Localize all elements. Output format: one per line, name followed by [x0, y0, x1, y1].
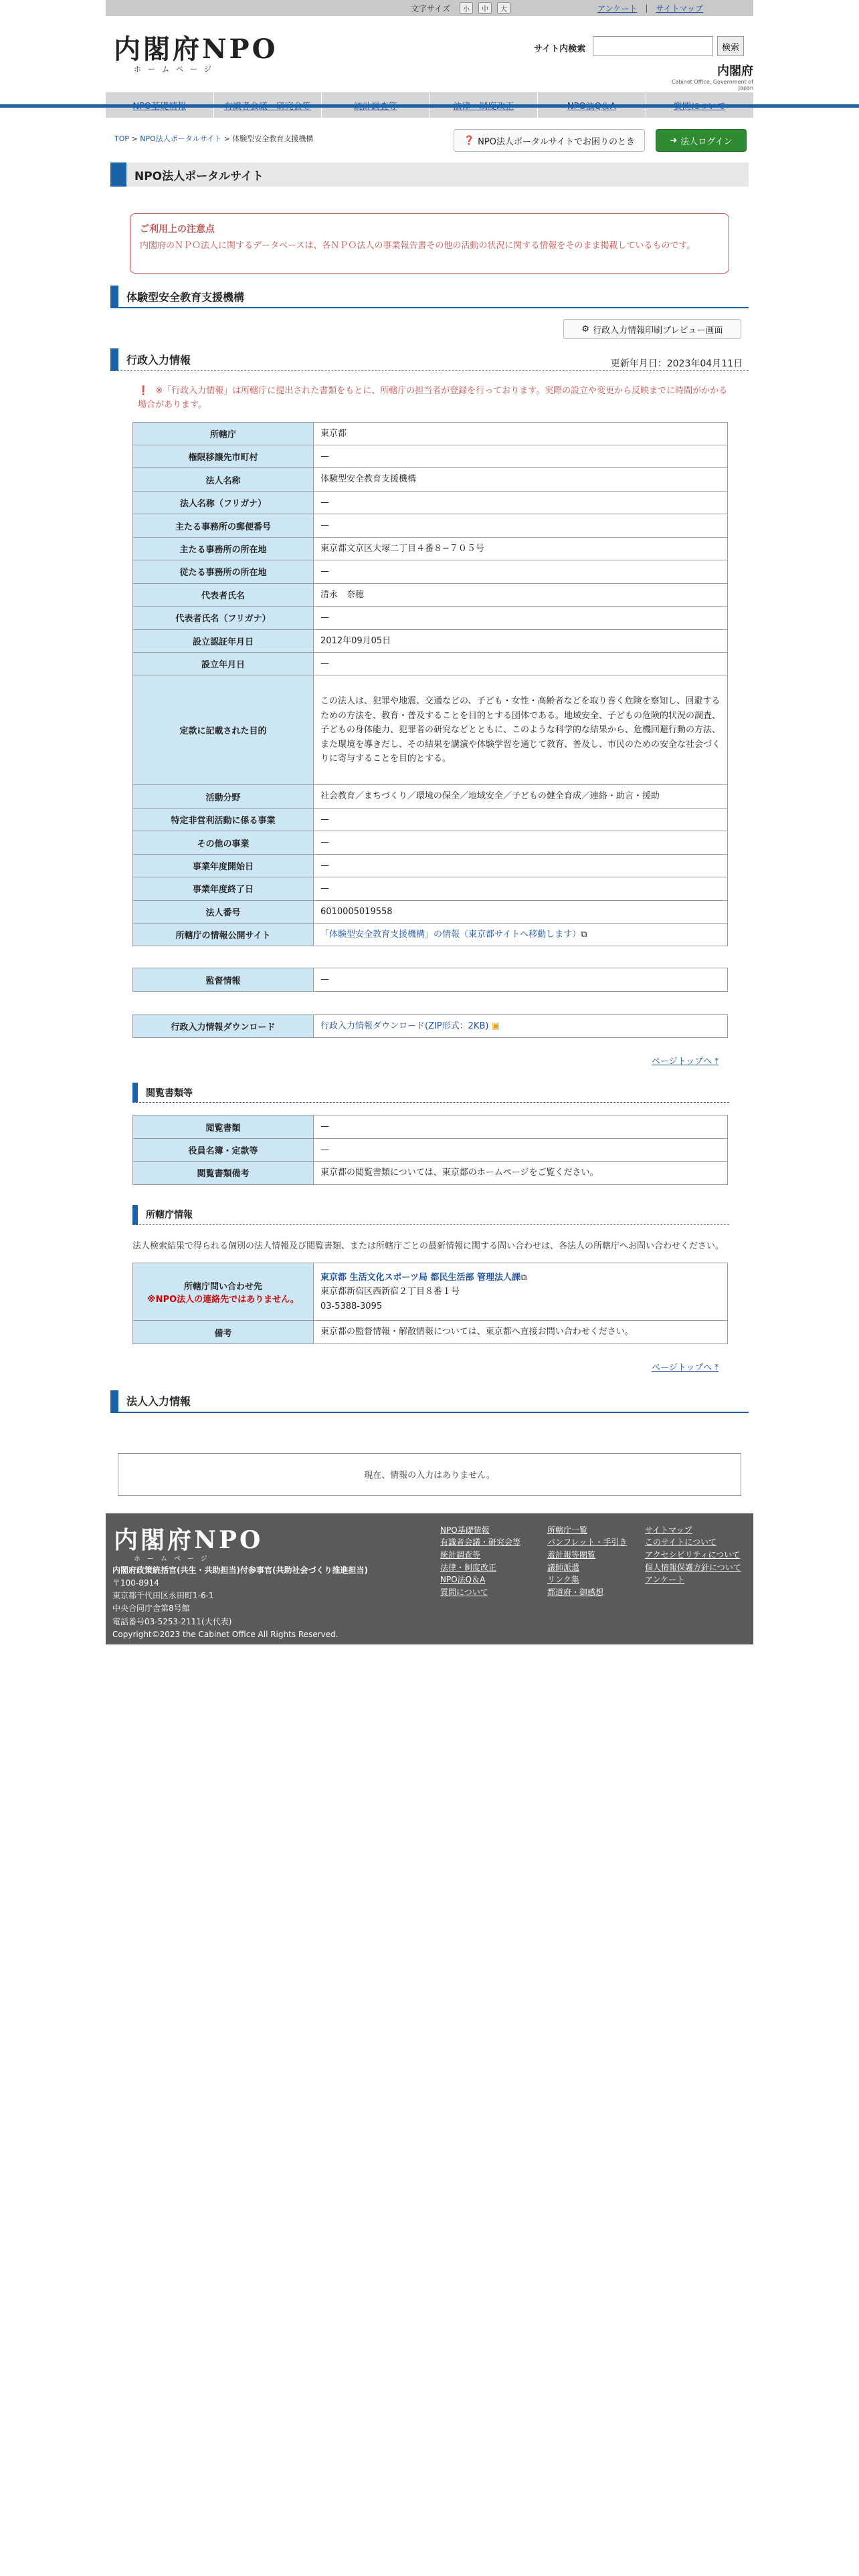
question-circle-icon: ❓ [463, 135, 475, 146]
search-label: サイト内検索 [534, 44, 586, 54]
row-label: 主たる事務所の所在地 [133, 537, 314, 560]
table-row [133, 514, 728, 537]
row-label: 設立年月日 [133, 652, 314, 675]
row-label: 法人名称（フリガナ） [133, 491, 314, 514]
footer-postal: 〒100-8914 [112, 1578, 159, 1588]
breadcrumb [114, 133, 313, 144]
row-value: — [314, 560, 728, 583]
corp-name-heading: 体験型安全教育支援機構 [110, 286, 749, 308]
row-value: — [314, 831, 728, 854]
search-input[interactable] [593, 36, 713, 56]
table-row [133, 831, 728, 854]
footer-copyright: Copyright©2023 the Cabinet Office All Rights Reserved. [112, 1629, 339, 1639]
row-value: 東京都の監督情報・解散情報については、東京都へ直接お問い合わせください。 [314, 1321, 728, 1344]
sitemap-link[interactable]: サイトマップ [656, 3, 704, 13]
usage-notice [130, 213, 729, 274]
admin-info-heading: 行政入力情報 [110, 348, 749, 371]
cabinet-logo-en: Cabinet Office, Government of Japan [671, 79, 753, 91]
row-label: 行政入力情報ダウンロード [133, 1014, 314, 1037]
page-top-label: ページトップへ [652, 1057, 712, 1067]
footer-link[interactable]: 統計調査等 [440, 1550, 481, 1560]
office-heading: 所轄庁情報 [132, 1205, 729, 1225]
footer-address: 東京都千代田区永田町1-6-1 [112, 1591, 214, 1601]
row-label: 定款に記載された目的 [133, 675, 314, 785]
row-value: — [314, 652, 728, 675]
row-label: 法人番号 [133, 900, 314, 923]
table-row [133, 607, 728, 629]
docs-table [132, 1115, 728, 1184]
logo-subtitle: ホームページ [134, 65, 218, 74]
footer-link[interactable]: このサイトについて [645, 1537, 717, 1547]
contact-note: ※NPO法人の連絡先ではありません。 [147, 1294, 299, 1305]
contact-label: 所轄庁問い合わせ先 [183, 1281, 262, 1292]
row-label: 閲覧書類 [133, 1115, 314, 1138]
breadcrumb-sep: > [129, 134, 140, 143]
corp-input-heading: 法人入力情報 [110, 1390, 749, 1413]
row-label: 代表者氏名（フリガナ） [133, 607, 314, 629]
corp-input-empty-message: 現在、情報の入力はありません。 [118, 1453, 741, 1496]
row-value: — [314, 1115, 728, 1138]
footer-link[interactable]: 質問について [440, 1587, 488, 1597]
admin-info-table [132, 422, 728, 947]
utility-bar [106, 0, 753, 16]
row-label: 設立認証年月日 [133, 629, 314, 652]
notice-title: ご利用上の注意点 [140, 224, 215, 235]
arrow-up-icon: ⤒ [714, 1057, 719, 1067]
footer-logo-title: 内閣府NPO [114, 1525, 264, 1554]
office-address: 東京都新宿区西新宿２丁目８番１号 [320, 1287, 460, 1297]
row-label: 活動分野 [133, 785, 314, 808]
table-row [133, 877, 728, 900]
office-phone: 03-5388-3095 [320, 1301, 383, 1311]
corp-login-button[interactable] [656, 129, 747, 152]
row-value: この法人は、犯罪や地震、交通などの、子ども・女性・高齢者などを取り巻く危険を察知し、回避するための方法を、教育・普及することを目的とする団体である。地域安全、子どもの危険的状況の調査、子どもの身体能力、犯罪者の研究などとともに、このような科学的な結果から、危機回避行動の方法、また環境を導きだし、その結果を講演や体験学習を通じて教育、普及し、市民のための安全な社会づくりに寄与することを目的とする。 [314, 675, 728, 785]
row-value: 東京都文京区大塚二丁目４番８−７０５号 [314, 537, 728, 560]
page-top-link[interactable] [106, 1054, 719, 1067]
row-label: 役員名簿・定款等 [133, 1138, 314, 1161]
row-label: 閲覧書類備考 [133, 1162, 314, 1184]
admin-info-heading-row [106, 348, 753, 371]
supervision-table [132, 968, 728, 991]
footer-link[interactable]: 所轄庁一覧 [547, 1525, 588, 1535]
download-zip-link[interactable]: 行政入力情報ダウンロード(ZIP形式：2KB) [320, 1021, 489, 1031]
row-value: — [314, 968, 728, 991]
footer-phone: 電話番号03-5253-2111(大代表) [112, 1616, 232, 1626]
search-button[interactable]: 検索 [717, 36, 744, 56]
row-value: 東京都 [314, 422, 728, 445]
cabinet-office-logo[interactable] [656, 62, 753, 91]
row-value: — [314, 607, 728, 629]
print-preview-button[interactable] [563, 319, 741, 339]
cabinet-logo-text: 内閣府 [717, 64, 753, 78]
footer-address-block [112, 1564, 368, 1641]
table-row [133, 900, 728, 923]
disclosure-site-link[interactable]: 「体験型安全教育支援機構」の情報（東京都サイトへ移動します） [320, 930, 581, 940]
table-row [133, 445, 728, 468]
table-row [133, 675, 728, 785]
breadcrumb-portal[interactable]: NPO法人ポータルサイト [140, 134, 221, 143]
footer-logo[interactable] [114, 1521, 263, 1563]
row-label: 監督情報 [133, 968, 314, 991]
row-label [133, 1263, 314, 1321]
footer-logo-subtitle: ホームページ [134, 1555, 214, 1563]
row-label: 従たる事務所の所在地 [133, 560, 314, 583]
row-label: 事業年度開始日 [133, 854, 314, 877]
table-row [133, 1138, 728, 1161]
table-row [133, 491, 728, 514]
footer-link[interactable]: アンケート [645, 1575, 685, 1585]
breadcrumb-top[interactable]: TOP [114, 134, 130, 143]
external-link-icon: ⧉ [520, 1272, 527, 1283]
notice-body: 内閣府のＮＰＯ法人に関するデータベースは、各ＮＰＯ法人の事業報告書その他の活動の状況に関する情報をそのまま掲載しているものです。 [140, 241, 696, 251]
table-row [133, 1014, 728, 1037]
table-row [133, 968, 728, 991]
font-size-label: 文字サイズ [411, 3, 451, 13]
font-size-large-button[interactable]: 大 [497, 2, 510, 14]
footer-link[interactable]: 有識者会議・研究会等 [440, 1537, 521, 1547]
table-row [133, 1162, 728, 1184]
footer-link[interactable]: 蓋計報等閲覧 [547, 1550, 596, 1560]
footer-link[interactable]: 議師派遣 [547, 1562, 580, 1572]
print-preview-label: 行政入力情報印刷プレビュー画面 [593, 325, 723, 336]
gear-icon: ⚙ [581, 324, 590, 334]
logo-title: 内閣府NPO [114, 33, 278, 65]
corp-login-label: 法人ログイン [680, 136, 733, 147]
arrow-up-icon: ⤒ [714, 1362, 719, 1373]
footer-links-col3 [645, 1524, 741, 1586]
row-value: 2012年09月05日 [314, 629, 728, 652]
admin-info-note [138, 385, 731, 413]
row-label: 主たる事務所の郵便番号 [133, 514, 314, 537]
zip-file-icon: ▣ [491, 1021, 500, 1031]
font-size-small-button[interactable]: 小 [460, 2, 473, 14]
nav-underline [0, 104, 859, 108]
office-table [132, 1263, 728, 1344]
row-label: その他の事業 [133, 831, 314, 854]
survey-link[interactable]: アンケート [597, 3, 638, 13]
table-row [133, 808, 728, 831]
footer-link[interactable]: 都道府・御感想 [547, 1587, 604, 1597]
footer-link[interactable]: NPO法Q＆A [440, 1575, 486, 1585]
download-table [132, 1014, 728, 1038]
admin-note-text: ※「行政入力情報」は所轄庁に提出された書類をもとに、所轄庁の担当者が登録を行っております。実際の設立や変更から反映までに時間がかかる場合があります。 [138, 386, 728, 410]
login-icon: ➜ [670, 135, 678, 146]
row-value: — [314, 491, 728, 514]
footer-link[interactable]: 法律・制度改正 [440, 1562, 497, 1572]
site-footer [106, 1513, 753, 1644]
table-row [133, 924, 728, 946]
help-inquiry-button[interactable] [454, 129, 645, 152]
footer-link[interactable]: 個人情報保護方針について [645, 1562, 741, 1572]
office-intro: 法人検索結果で得られる個別の法人情報及び閲覧書類、または所轄庁ごとの最新情報に関する問い合わせは、各法人の所轄庁へお問い合わせください。 [132, 1241, 725, 1251]
row-value: 清永 奈穂 [314, 583, 728, 606]
breadcrumb-row [106, 124, 753, 157]
table-row [133, 854, 728, 877]
site-header [106, 16, 753, 91]
row-value: — [314, 854, 728, 877]
footer-link[interactable]: サイトマップ [645, 1525, 692, 1535]
table-row [133, 422, 728, 445]
footer-links-col2 [547, 1524, 627, 1599]
row-value: — [314, 514, 728, 537]
updated-date: 更新年月日：2023年04月11日 [610, 358, 743, 369]
row-value: — [314, 808, 728, 831]
page-title: NPO法人ポータルサイト [110, 163, 749, 187]
help-inquiry-label: NPO法人ポータルサイトでお困りのとき [478, 136, 636, 147]
row-label: 代表者氏名 [133, 583, 314, 606]
table-row [133, 537, 728, 560]
breadcrumb-sep: > [221, 134, 233, 143]
office-contact-link[interactable]: 東京都 生活文化スポーツ局 都民生活部 管理法人課 [320, 1272, 521, 1283]
row-label: 備考 [133, 1321, 314, 1344]
row-label: 所轄庁 [133, 422, 314, 445]
table-row [133, 583, 728, 606]
table-row [133, 1263, 728, 1321]
row-value [314, 1014, 728, 1037]
row-value: 6010005019558 [314, 900, 728, 923]
table-row [133, 1321, 728, 1344]
footer-building: 中央合同庁舎第8号館 [112, 1604, 190, 1614]
row-value: — [314, 877, 728, 900]
info-icon: ❗ [138, 386, 149, 396]
table-row [133, 468, 728, 491]
breadcrumb-current: 体験型安全教育支援機構 [232, 134, 314, 143]
table-row [133, 652, 728, 675]
row-value: — [314, 1138, 728, 1161]
row-value [314, 924, 728, 946]
footer-link[interactable]: アクセシビリティについて [645, 1550, 741, 1560]
footer-department: 内閣府政策統括官(共生・共助担当)付参事官(共助社会づくり推進担当) [112, 1565, 368, 1575]
footer-link[interactable]: NPO基礎情報 [440, 1525, 490, 1535]
row-value: 体験型安全教育支援機構 [314, 468, 728, 491]
row-value: 東京都の閲覧書類については、東京都のホームページをご覧ください。 [314, 1162, 728, 1184]
external-link-icon: ⧉ [581, 930, 587, 940]
footer-link[interactable]: リンク集 [547, 1575, 579, 1585]
row-value: 社会教育／まちづくり／環境の保全／地域安全／子どもの健全育成／連絡・助言・援助 [314, 785, 728, 808]
table-row [133, 629, 728, 652]
row-label: 特定非営利活動に係る事業 [133, 808, 314, 831]
row-value: — [314, 445, 728, 468]
row-label: 法人名称 [133, 468, 314, 491]
page-top-link[interactable] [106, 1360, 719, 1373]
footer-link[interactable]: パンフレット・手引き [547, 1537, 628, 1547]
row-label: 所轄庁の情報公開サイト [133, 924, 314, 946]
table-row [133, 785, 728, 808]
table-row [133, 1115, 728, 1138]
page-top-label: ページトップへ [652, 1362, 712, 1373]
table-row [133, 560, 728, 583]
util-separator: | [645, 3, 648, 13]
footer-links-col1 [440, 1524, 520, 1599]
row-value [314, 1263, 728, 1321]
docs-heading: 閲覧書類等 [132, 1083, 729, 1103]
npo-logo[interactable] [114, 28, 278, 74]
font-size-medium-button[interactable]: 中 [478, 2, 492, 14]
row-label: 権限移譲先市町村 [133, 445, 314, 468]
row-label: 事業年度終了日 [133, 877, 314, 900]
